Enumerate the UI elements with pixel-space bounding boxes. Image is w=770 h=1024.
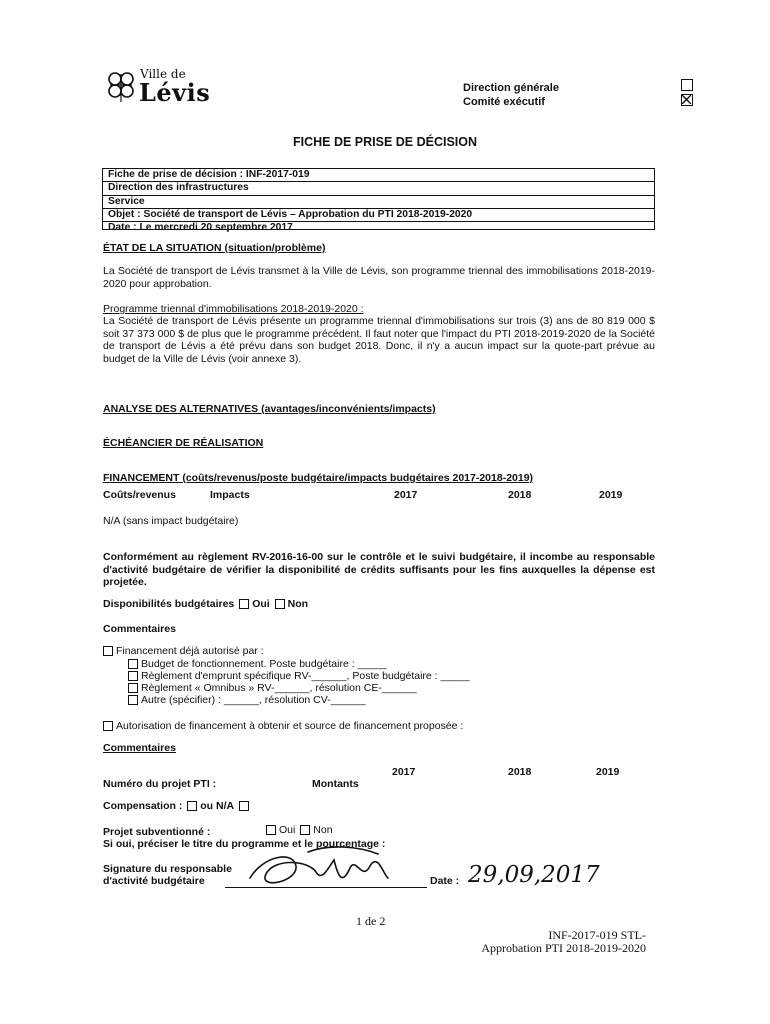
autorisation-row xyxy=(101,720,463,733)
signature-label-2: d'activité budgétaire xyxy=(103,875,205,887)
page-title: FICHE DE PRISE DE DÉCISION xyxy=(292,135,478,149)
disponibilites-label: Disponibilités budgétaires xyxy=(103,598,235,610)
pti-year-2018: 2018 xyxy=(508,766,532,778)
autre-label: Autre (spécifier) : ______, résolution CV-______ xyxy=(141,694,366,706)
autorisation-checkbox[interactable] xyxy=(103,721,113,731)
subventionne-label: Projet subventionné : xyxy=(103,826,211,838)
sub-item-omnibus xyxy=(126,682,417,695)
situation-para-1: La Société de transport de Lévis transmet à la Ville de Lévis, son programme triennal des immobilisations 2018-2019-2020 pour approbation. xyxy=(103,265,655,290)
autorisation-label: Autorisation de financement à obtenir et source de financement proposée : xyxy=(116,720,464,732)
financement-heading: FINANCEMENT (coûts/revenus/poste budgétaire/impacts budgétaires 2017-2018-2019) xyxy=(103,472,534,484)
header-row-direction: Direction des infrastructures xyxy=(103,182,654,195)
header-row-date: Date : Le mercredi 20 septembre 2017 xyxy=(108,222,293,234)
pti-year-2019: 2019 xyxy=(596,766,620,778)
omnibus-label: Règlement « Omnibus » RV-______, résolution CE-______ xyxy=(141,682,417,694)
budget-label: Budget de fonctionnement. Poste budgétaire : _____ xyxy=(141,658,387,670)
conformement-paragraph: Conformément au règlement RV-2016-16-00 sur le contrôle et le suivi budgétaire, il incombe au responsable d'activité budgétaire de vérifier la disponibilité de crédits suffisants pour les fins auxquelles la dépense est projetée. xyxy=(103,551,655,588)
na-checkbox[interactable] xyxy=(239,801,249,811)
numero-pti-label: Numéro du projet PTI : xyxy=(103,778,217,790)
situation-sub-heading: Programme triennal d'immobilisations 2018-2019-2020 : xyxy=(103,303,364,315)
sub-item-autre xyxy=(126,694,366,707)
footer-line-2: Approbation PTI 2018-2019-2020 xyxy=(481,941,646,955)
col-year-2018: 2018 xyxy=(508,489,532,501)
si-oui-label: Si oui, préciser le titre du programme et le pourcentage : xyxy=(103,838,386,850)
logo-big-text: Lévis xyxy=(139,78,211,107)
subv-oui-label: Oui xyxy=(279,824,296,836)
signature-label-1: Signature du responsable xyxy=(103,863,232,875)
deja-autorise-checkbox[interactable] xyxy=(103,646,113,656)
deja-autorise-label: Financement déjà autorisé par : xyxy=(116,645,264,657)
logo-small-text: Ville de xyxy=(140,67,186,81)
compensation-checkbox[interactable] xyxy=(187,801,197,811)
sub-item-emprunt xyxy=(126,670,470,683)
disponibilites-row xyxy=(103,598,308,611)
ou-na-label: ou N/A xyxy=(200,800,234,812)
situation-heading: ÉTAT DE LA SITUATION (situation/problème) xyxy=(103,242,326,254)
financement-deja-autorise-row xyxy=(101,645,264,658)
col-year-2019: 2019 xyxy=(599,489,623,501)
dispo-oui-label: Oui xyxy=(252,598,270,610)
autre-checkbox[interactable] xyxy=(128,695,138,705)
sub-item-budget xyxy=(126,658,387,671)
subv-non-checkbox[interactable] xyxy=(300,825,310,835)
omnibus-checkbox[interactable] xyxy=(128,683,138,693)
header-table xyxy=(102,168,655,234)
montants-label: Montants xyxy=(312,778,359,790)
budget-checkbox[interactable] xyxy=(128,659,138,669)
col-year-2017: 2017 xyxy=(394,489,418,501)
handwritten-signature[interactable] xyxy=(238,838,428,898)
direction-block xyxy=(463,81,559,109)
subv-oui-checkbox[interactable] xyxy=(266,825,276,835)
analyse-heading: ANALYSE DES ALTERNATIVES (avantages/inconvénients/impacts) xyxy=(103,403,436,415)
direction-line-2: Comité exécutif xyxy=(463,96,545,108)
commentaires-label: Commentaires xyxy=(103,623,176,635)
emprunt-label: Règlement d'emprunt spécifique RV-______, Poste budgétaire : _____ xyxy=(141,670,470,682)
dispo-non-checkbox[interactable] xyxy=(275,599,285,609)
check-x-icon xyxy=(682,95,691,104)
situation-para-2: La Société de transport de Lévis présente un programme triennal d'immobilisations sur trois (3) ans de 80 819 000 $ soit 37 373 000 $ de plus que le programme précédent. Il faut noter que l'impact du PTI 2018-2019-2020 de la Société de transport de Lévis a été prévu dans son budget 2018. Donc, il n'y a aucun impact sur la quote-part prévue au budget de la Ville de Lévis (voir annexe 3). xyxy=(103,315,655,365)
header-row-objet: Objet : Société de transport de Lévis – Approbation du PTI 2018-2019-2020 xyxy=(103,209,654,222)
col-impacts: Impacts xyxy=(210,489,250,501)
subventionne-options xyxy=(264,824,333,837)
pti-year-2017: 2017 xyxy=(392,766,416,778)
footer-reference xyxy=(420,929,646,955)
footer-line-1: INF-2017-019 STL- xyxy=(548,928,646,942)
levis-fleur-icon xyxy=(106,70,136,104)
corner-checkbox-bottom[interactable] xyxy=(681,94,693,106)
emprunt-checkbox[interactable] xyxy=(128,671,138,681)
dispo-non-label: Non xyxy=(287,598,309,610)
header-row-fiche: Fiche de prise de décision : INF-2017-019 xyxy=(103,169,654,182)
corner-checkbox-top[interactable] xyxy=(681,79,693,91)
compensation-label: Compensation : xyxy=(103,800,183,812)
direction-line-1: Direction générale xyxy=(463,82,559,94)
dispo-oui-checkbox[interactable] xyxy=(239,599,249,609)
echeancier-heading: ÉCHÉANCIER DE RÉALISATION xyxy=(103,437,264,449)
header-row-service: Service xyxy=(103,196,654,209)
subv-non-label: Non xyxy=(313,824,333,836)
date-value: 29,09,2017 xyxy=(468,862,600,888)
page-number: 1 de 2 xyxy=(356,914,386,928)
col-couts-revenus: Coûts/revenus xyxy=(103,489,176,501)
date-label: Date : xyxy=(430,875,460,887)
logo xyxy=(106,66,226,108)
na-line: N/A (sans impact budgétaire) xyxy=(103,515,239,527)
compensation-row xyxy=(103,800,252,813)
commentaires-2-label: Commentaires xyxy=(103,742,176,754)
